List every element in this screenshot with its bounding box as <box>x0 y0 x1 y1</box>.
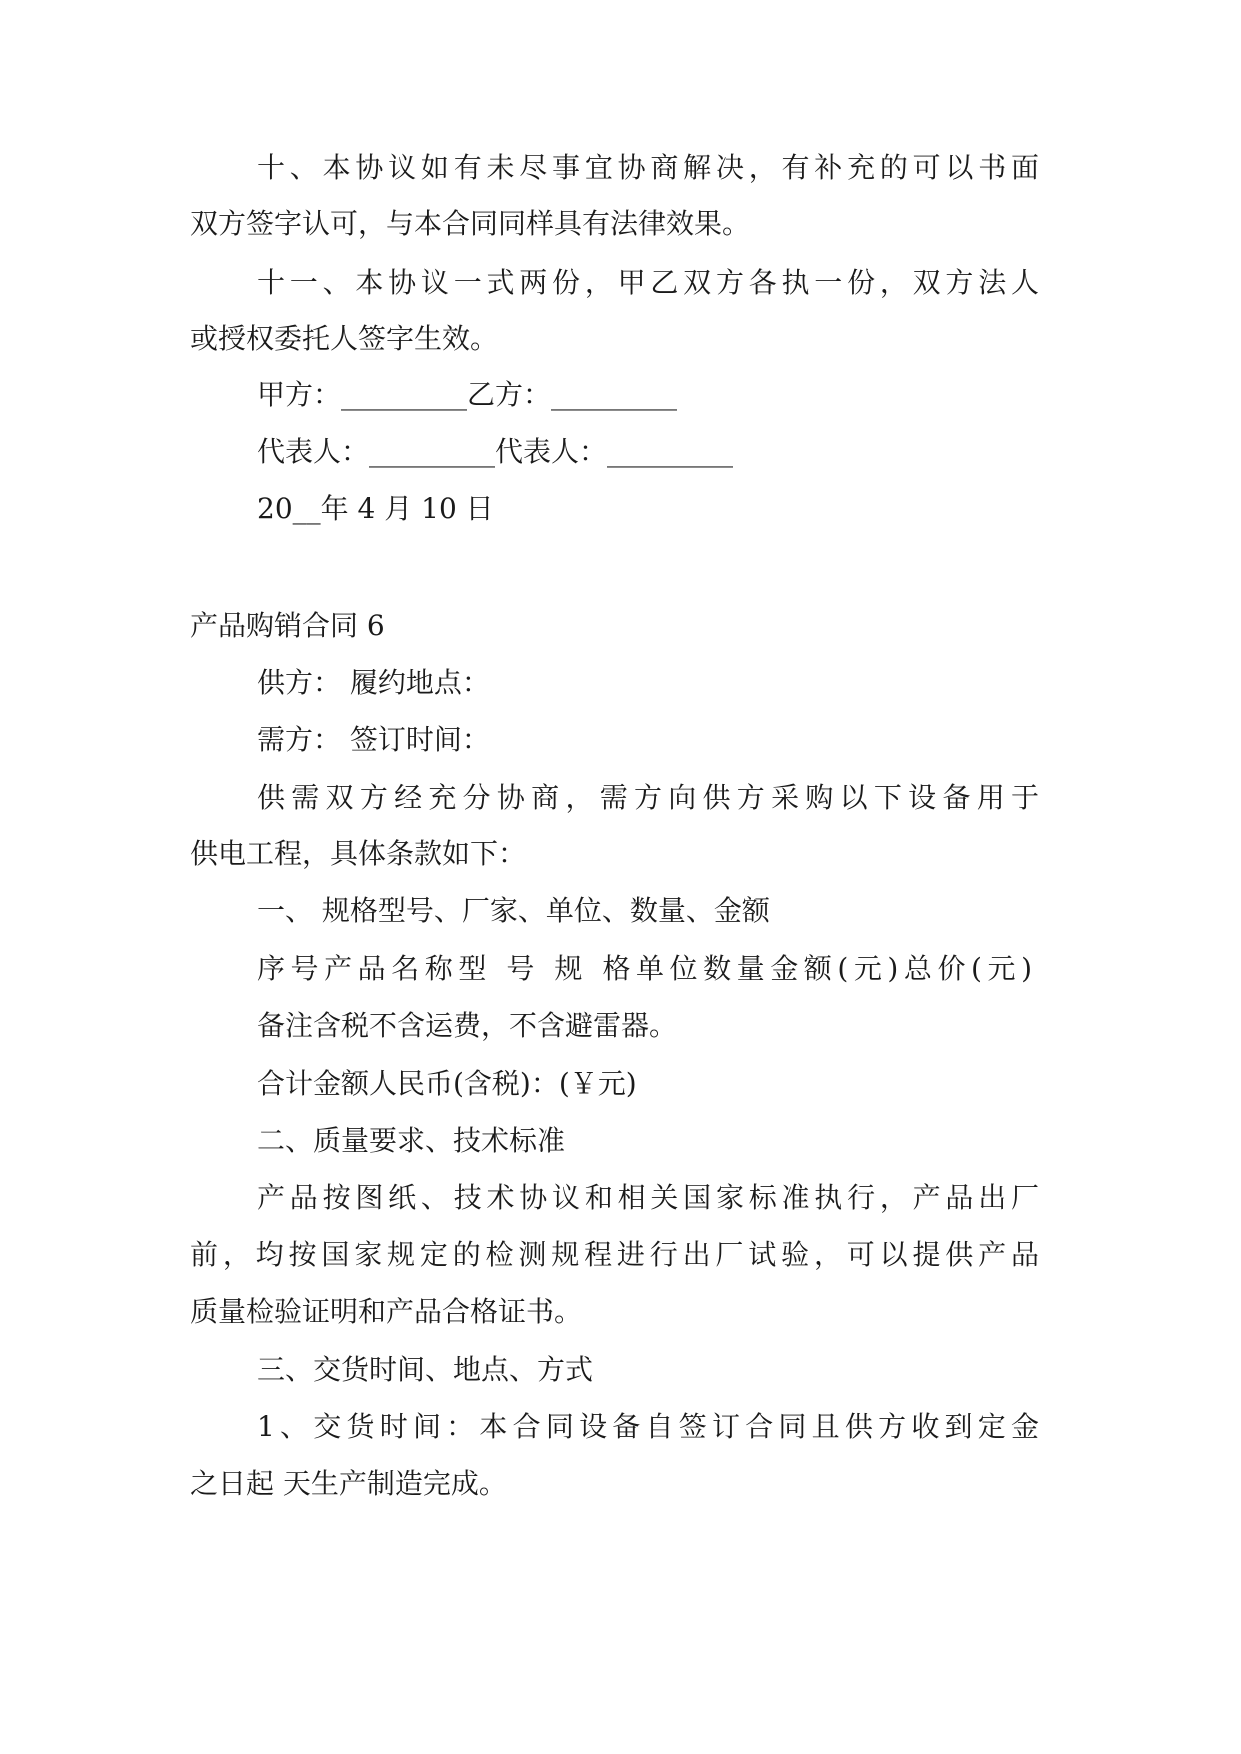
article-11-line-2: 或授权委托人签字生效。 <box>190 322 499 355</box>
remark-line: 备注含税不含运费，不含避雷器。 <box>257 1009 678 1042</box>
section-2-line-3: 质量检验证明和产品合格证书。 <box>190 1295 583 1328</box>
signature-parties: 甲方：_________乙方：_________ <box>257 378 678 411</box>
contract-title: 产品购销合同 6 <box>190 609 385 642</box>
signature-date: 20__年 4 月 10 日 <box>257 492 494 525</box>
section-2-line-1: 产品按图纸、技术协议和相关国家标准执行，产品出厂 <box>257 1181 1039 1214</box>
total-amount-line: 合计金额人民币(含税)：(￥元) <box>257 1067 637 1100</box>
article-10-line-2: 双方签字认可，与本合同同样具有法律效果。 <box>190 207 751 240</box>
section-1-heading: 一、 规格型号、厂家、单位、数量、金额 <box>257 894 770 927</box>
intro-line-1: 供需双方经充分协商，需方向供方采购以下设备用于 <box>257 781 1039 814</box>
buyer-line: 需方： 签订时间： <box>257 723 490 756</box>
signature-representatives: 代表人：_________代表人：_________ <box>257 435 734 468</box>
article-10-line-1: 十、本协议如有未尽事宜协商解决，有补充的可以书面 <box>257 151 1039 184</box>
supplier-line: 供方： 履约地点： <box>257 666 490 699</box>
section-3-item-1-line-1: 1、交货时间：本合同设备自签订合同且供方收到定金 <box>257 1410 1039 1443</box>
section-3-item-1-line-2: 之日起 天生产制造完成。 <box>190 1467 507 1500</box>
section-2-line-2: 前，均按国家规定的检测规程进行出厂试验，可以提供产品 <box>190 1238 1039 1271</box>
section-3-heading: 三、交货时间、地点、方式 <box>257 1353 594 1386</box>
intro-line-2: 供电工程，具体条款如下： <box>190 837 527 870</box>
section-2-heading: 二、质量要求、技术标准 <box>257 1124 566 1157</box>
table-header-line: 序号产品名称型 号 规 格单位数量金额(元)总价(元) <box>257 952 1032 985</box>
article-11-line-1: 十一、本协议一式两份，甲乙双方各执一份，双方法人 <box>257 266 1039 299</box>
